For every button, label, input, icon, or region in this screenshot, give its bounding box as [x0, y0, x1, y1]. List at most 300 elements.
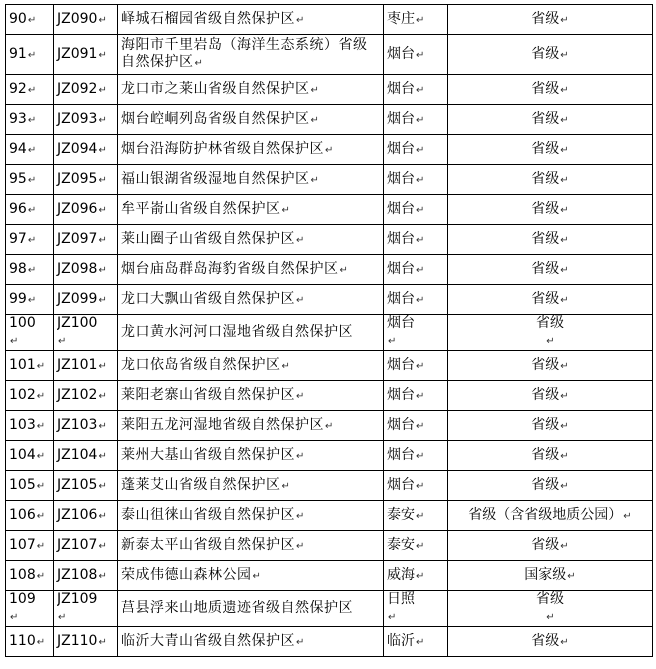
reserve-name-cell: [118, 441, 384, 471]
paragraph-mark-icon: ↵: [296, 294, 305, 306]
paragraph-mark-icon: ↵: [296, 450, 305, 462]
reserve-code: JZ097: [57, 230, 98, 247]
reserve-name: 烟台庙岛群岛海豹省级自然保护区: [121, 260, 339, 277]
reserve-code: JZ107: [57, 536, 98, 553]
reserve-level-cell: [448, 255, 653, 285]
reserve-city: 威海: [387, 566, 415, 583]
reserve-name: 烟台崆峒列岛省级自然保护区: [121, 110, 310, 127]
reserve-level-cell: [448, 5, 653, 35]
paragraph-mark-icon: ↵: [36, 480, 46, 492]
paragraph-mark-icon: ↵: [296, 14, 305, 26]
paragraph-mark-icon: ↵: [10, 612, 19, 623]
reserve-city-cell: [384, 627, 448, 657]
reserve-city-cell: [384, 105, 448, 135]
table-row: [6, 441, 653, 471]
reserve-code-cell: [54, 627, 118, 657]
row-number: 99: [9, 290, 27, 307]
reserve-level-cell: [448, 627, 653, 657]
row-number-cell: [6, 285, 54, 315]
reserve-level-cell: [448, 195, 653, 225]
table-row: [6, 135, 653, 165]
paragraph-mark-icon: ↵: [281, 204, 291, 216]
reserve-city: 临沂: [387, 632, 415, 649]
row-number: 94: [9, 140, 27, 157]
reserve-name-cell: [118, 411, 384, 441]
row-number: 101: [9, 356, 36, 373]
paragraph-mark-icon: ↵: [416, 174, 425, 186]
paragraph-mark-icon: ↵: [560, 294, 569, 306]
reserve-level: 省级: [531, 536, 560, 553]
row-number: 96: [9, 200, 27, 217]
reserve-name: 龙口大飘山省级自然保护区: [121, 290, 295, 307]
reserve-code-cell: [54, 75, 118, 105]
reserve-city: 烟台: [387, 386, 415, 403]
paragraph-mark-icon: ↵: [560, 14, 569, 26]
reserve-city: 烟台: [387, 110, 415, 127]
reserve-level-cell: [448, 381, 653, 411]
paragraph-mark-icon: ↵: [98, 510, 107, 522]
paragraph-mark-icon: ↵: [416, 114, 425, 126]
paragraph-mark-icon: ↵: [296, 510, 305, 522]
reserve-level: 省级: [531, 45, 560, 62]
reserve-level: 省级: [531, 80, 560, 97]
reserve-name-cell: [118, 531, 384, 561]
reserve-name: 新泰太平山省级自然保护区: [121, 536, 295, 553]
paragraph-mark-icon: ↵: [560, 450, 569, 462]
table-row: [6, 285, 653, 315]
paragraph-mark-icon: ↵: [416, 450, 425, 462]
paragraph-mark-icon: ↵: [560, 174, 569, 186]
row-number: 104: [9, 446, 36, 463]
row-number: 109: [9, 591, 36, 607]
reserve-city-cell: [384, 381, 448, 411]
reserve-level: 省级: [531, 356, 560, 373]
reserve-code-cell: [54, 561, 118, 591]
table-row: [6, 591, 653, 627]
paragraph-mark-icon: ↵: [296, 636, 305, 648]
paragraph-mark-icon: ↵: [58, 612, 67, 623]
table-row: [6, 411, 653, 441]
reserve-name-cell: [118, 351, 384, 381]
row-number: 91: [9, 45, 27, 62]
reserve-name: 龙口依岛省级自然保护区: [121, 356, 281, 373]
paragraph-mark-icon: ↵: [98, 390, 107, 402]
reserve-code-cell: [54, 285, 118, 315]
paragraph-mark-icon: ↵: [98, 144, 107, 156]
paragraph-mark-icon: ↵: [36, 540, 46, 552]
reserve-level: 省级: [536, 591, 564, 607]
reserve-code: JZ106: [57, 506, 98, 523]
reserve-level-cell: [448, 471, 653, 501]
paragraph-mark-icon: ↵: [546, 336, 555, 347]
reserve-level: 省级: [531, 10, 560, 27]
reserve-code-cell: [54, 255, 118, 285]
row-number: 103: [9, 416, 36, 433]
paragraph-mark-icon: ↵: [58, 336, 67, 347]
paragraph-mark-icon: ↵: [98, 49, 107, 61]
paragraph-mark-icon: ↵: [560, 204, 569, 216]
reserve-level: 省级: [531, 632, 560, 649]
paragraph-mark-icon: ↵: [416, 264, 425, 276]
paragraph-mark-icon: ↵: [416, 144, 425, 156]
row-number: 105: [9, 476, 36, 493]
paragraph-mark-icon: ↵: [98, 420, 107, 432]
reserve-city-cell: [384, 561, 448, 591]
reserve-code: JZ102: [57, 386, 98, 403]
paragraph-mark-icon: ↵: [281, 480, 291, 492]
reserve-city-cell: [384, 411, 448, 441]
reserve-city: 日照: [387, 591, 415, 607]
reserve-level-cell: [448, 315, 653, 351]
reserve-name-cell: [118, 255, 384, 285]
reserve-level: 省级: [531, 230, 560, 247]
table-row: [6, 471, 653, 501]
reserve-code: JZ099: [57, 290, 98, 307]
reserve-name: 峄城石榴园省级自然保护区: [121, 10, 295, 27]
reserve-code-cell: [54, 381, 118, 411]
reserve-name-cell: [118, 471, 384, 501]
row-number-cell: [6, 135, 54, 165]
paragraph-mark-icon: ↵: [27, 234, 37, 246]
reserve-level-cell: [448, 351, 653, 381]
paragraph-mark-icon: ↵: [27, 114, 37, 126]
reserve-city-cell: [384, 165, 448, 195]
reserve-name: 牟平嵛山省级自然保护区: [121, 200, 281, 217]
row-number-cell: [6, 411, 54, 441]
row-number: 97: [9, 230, 27, 247]
paragraph-mark-icon: ↵: [27, 174, 37, 186]
reserve-name: 莒县浮来山地质遗迹省级自然保护区: [121, 600, 353, 616]
reserve-name: 龙口市之莱山省级自然保护区: [121, 80, 310, 97]
table-row: [6, 315, 653, 351]
reserve-level: 省级: [531, 446, 560, 463]
reserve-code-cell: [54, 411, 118, 441]
reserve-code-cell: [54, 441, 118, 471]
paragraph-mark-icon: ↵: [416, 294, 425, 306]
paragraph-mark-icon: ↵: [388, 336, 397, 347]
paragraph-mark-icon: ↵: [560, 360, 569, 372]
reserve-name-cell: [118, 315, 384, 351]
reserve-name: 莱阳五龙河湿地省级自然保护区: [121, 416, 324, 433]
paragraph-mark-icon: ↵: [560, 420, 569, 432]
reserve-level: 省级（含省级地质公园）: [468, 506, 623, 523]
reserve-code-cell: [54, 471, 118, 501]
reserve-city-cell: [384, 285, 448, 315]
row-number-cell: [6, 315, 54, 351]
paragraph-mark-icon: ↵: [98, 294, 107, 306]
reserve-code: JZ109: [57, 591, 98, 607]
row-number: 110: [9, 632, 36, 649]
paragraph-mark-icon: ↵: [27, 84, 37, 96]
reserve-code: JZ104: [57, 446, 98, 463]
table-row: [6, 561, 653, 591]
reserve-city-cell: [384, 5, 448, 35]
reserve-level-cell: [448, 501, 653, 531]
reserve-name: 莱山圈子山省级自然保护区: [121, 230, 295, 247]
table-row: [6, 501, 653, 531]
paragraph-mark-icon: ↵: [10, 336, 19, 347]
reserve-code-cell: [54, 195, 118, 225]
paragraph-mark-icon: ↵: [567, 570, 576, 582]
row-number: 95: [9, 170, 27, 187]
table-row: [6, 351, 653, 381]
row-number-cell: [6, 35, 54, 75]
paragraph-mark-icon: ↵: [281, 360, 291, 372]
paragraph-mark-icon: ↵: [560, 480, 569, 492]
paragraph-mark-icon: ↵: [560, 84, 569, 96]
row-number-cell: [6, 591, 54, 627]
row-number: 100: [9, 315, 36, 331]
paragraph-mark-icon: ↵: [310, 114, 320, 126]
table-row: [6, 225, 653, 255]
row-number: 107: [9, 536, 36, 553]
row-number-cell: [6, 381, 54, 411]
reserve-code: JZ091: [57, 45, 98, 62]
reserve-code: JZ108: [57, 566, 98, 583]
reserve-city: 烟台: [387, 200, 415, 217]
reserve-code: JZ103: [57, 416, 98, 433]
reserve-name-cell: [118, 591, 384, 627]
paragraph-mark-icon: ↵: [560, 144, 569, 156]
paragraph-mark-icon: ↵: [325, 144, 334, 156]
reserve-city: 烟台: [387, 446, 415, 463]
reserve-level: 省级: [531, 260, 560, 277]
reserve-city: 泰安: [387, 506, 415, 523]
paragraph-mark-icon: ↵: [560, 114, 569, 126]
reserve-city-cell: [384, 255, 448, 285]
paragraph-mark-icon: ↵: [36, 570, 46, 582]
reserve-code: JZ110: [57, 632, 98, 649]
reserve-city-cell: [384, 35, 448, 75]
paragraph-mark-icon: ↵: [416, 49, 425, 61]
paragraph-mark-icon: ↵: [27, 204, 37, 216]
paragraph-mark-icon: ↵: [98, 14, 107, 26]
reserve-level-cell: [448, 225, 653, 255]
reserve-level: 省级: [531, 416, 560, 433]
paragraph-mark-icon: ↵: [98, 114, 107, 126]
reserve-code: JZ093: [57, 110, 98, 127]
reserve-name-cell: [118, 35, 384, 75]
reserve-city: 烟台: [387, 416, 415, 433]
paragraph-mark-icon: ↵: [416, 390, 425, 402]
reserve-name-cell: [118, 561, 384, 591]
reserve-city: 烟台: [387, 45, 415, 62]
paragraph-mark-icon: ↵: [27, 264, 37, 276]
paragraph-mark-icon: ↵: [27, 14, 37, 26]
paragraph-mark-icon: ↵: [36, 420, 46, 432]
paragraph-mark-icon: ↵: [98, 540, 107, 552]
reserve-code: JZ105: [57, 476, 98, 493]
paragraph-mark-icon: ↵: [416, 234, 425, 246]
reserve-name: 福山银湖省级湿地自然保护区: [121, 170, 310, 187]
reserve-city: 泰安: [387, 536, 415, 553]
reserve-code: JZ098: [57, 260, 98, 277]
paragraph-mark-icon: ↵: [560, 636, 569, 648]
reserve-name-cell: [118, 627, 384, 657]
paragraph-mark-icon: ↵: [194, 58, 204, 69]
reserve-city: 烟台: [387, 170, 415, 187]
reserve-code-cell: [54, 135, 118, 165]
paragraph-mark-icon: ↵: [388, 612, 397, 623]
table-row: [6, 531, 653, 561]
paragraph-mark-icon: ↵: [560, 264, 569, 276]
reserve-level: 国家级: [524, 566, 567, 583]
reserve-level: 省级: [531, 200, 560, 217]
reserve-level: 省级: [536, 315, 564, 331]
row-number-cell: [6, 351, 54, 381]
paragraph-mark-icon: ↵: [98, 204, 107, 216]
paragraph-mark-icon: ↵: [546, 612, 555, 623]
row-number: 98: [9, 260, 27, 277]
reserve-name-cell: [118, 5, 384, 35]
paragraph-mark-icon: ↵: [416, 570, 425, 582]
reserve-city-cell: [384, 441, 448, 471]
reserve-name-cell: [118, 225, 384, 255]
paragraph-mark-icon: ↵: [36, 510, 46, 522]
paragraph-mark-icon: ↵: [310, 84, 320, 96]
reserve-level: 省级: [531, 110, 560, 127]
reserve-city: 烟台: [387, 80, 415, 97]
reserve-code: JZ096: [57, 200, 98, 217]
reserve-name-cell: [118, 381, 384, 411]
reserve-name: 龙口黄水河河口湿地省级自然保护区: [121, 324, 353, 340]
reserve-level: 省级: [531, 170, 560, 187]
reserve-city: 烟台: [387, 476, 415, 493]
reserve-code-cell: [54, 5, 118, 35]
reserve-name: 莱阳老寨山省级自然保护区: [121, 386, 295, 403]
paragraph-mark-icon: ↵: [98, 480, 107, 492]
reserve-city-cell: [384, 195, 448, 225]
paragraph-mark-icon: ↵: [98, 570, 107, 582]
row-number: 93: [9, 110, 27, 127]
reserve-name: 莱州大基山省级自然保护区: [121, 446, 295, 463]
paragraph-mark-icon: ↵: [560, 49, 569, 61]
reserve-code-cell: [54, 35, 118, 75]
reserve-name: 蓬莱艾山省级自然保护区: [121, 476, 281, 493]
reserve-city: 烟台: [387, 290, 415, 307]
reserve-level-cell: [448, 75, 653, 105]
paragraph-mark-icon: ↵: [36, 450, 46, 462]
paragraph-mark-icon: ↵: [98, 234, 107, 246]
paragraph-mark-icon: ↵: [416, 360, 425, 372]
reserve-city-cell: [384, 315, 448, 351]
paragraph-mark-icon: ↵: [98, 636, 107, 648]
reserve-city-cell: [384, 531, 448, 561]
reserve-city-cell: [384, 135, 448, 165]
paragraph-mark-icon: ↵: [98, 84, 107, 96]
reserve-city-cell: [384, 591, 448, 627]
reserve-city: 烟台: [387, 230, 415, 247]
paragraph-mark-icon: ↵: [416, 510, 425, 522]
paragraph-mark-icon: ↵: [416, 84, 425, 96]
reserve-level-cell: [448, 135, 653, 165]
paragraph-mark-icon: ↵: [98, 264, 107, 276]
row-number: 102: [9, 386, 36, 403]
paragraph-mark-icon: ↵: [416, 420, 425, 432]
paragraph-mark-icon: ↵: [560, 234, 569, 246]
row-number-cell: [6, 531, 54, 561]
reserve-city-cell: [384, 75, 448, 105]
paragraph-mark-icon: ↵: [98, 360, 107, 372]
reserve-name-cell: [118, 105, 384, 135]
reserve-code: JZ092: [57, 80, 98, 97]
paragraph-mark-icon: ↵: [416, 540, 425, 552]
reserve-name-cell: [118, 195, 384, 225]
reserve-code-cell: [54, 315, 118, 351]
paragraph-mark-icon: ↵: [623, 510, 632, 522]
reserve-name: 烟台沿海防护林省级自然保护区: [121, 140, 324, 157]
paragraph-mark-icon: ↵: [296, 234, 305, 246]
reserve-code: JZ095: [57, 170, 98, 187]
paragraph-mark-icon: ↵: [296, 390, 305, 402]
reserve-city-cell: [384, 501, 448, 531]
row-number-cell: [6, 501, 54, 531]
reserve-code: JZ101: [57, 356, 98, 373]
reserve-name: 临沂大青山省级自然保护区: [121, 632, 295, 649]
reserve-level-cell: [448, 165, 653, 195]
table-row: [6, 5, 653, 35]
reserve-level-cell: [448, 561, 653, 591]
paragraph-mark-icon: ↵: [416, 14, 425, 26]
paragraph-mark-icon: ↵: [296, 540, 305, 552]
reserve-name-cell: [118, 501, 384, 531]
row-number-cell: [6, 105, 54, 135]
row-number-cell: [6, 195, 54, 225]
reserve-code: JZ090: [57, 10, 98, 27]
reserve-level-cell: [448, 591, 653, 627]
reserve-code-cell: [54, 501, 118, 531]
paragraph-mark-icon: ↵: [36, 390, 46, 402]
reserve-level: 省级: [531, 140, 560, 157]
row-number-cell: [6, 627, 54, 657]
row-number-cell: [6, 471, 54, 501]
row-number-cell: [6, 441, 54, 471]
reserve-name-cell: [118, 285, 384, 315]
reserve-table: [5, 4, 653, 657]
reserve-level-cell: [448, 531, 653, 561]
reserve-code-cell: [54, 165, 118, 195]
reserve-city: 烟台: [387, 356, 415, 373]
table-row: [6, 381, 653, 411]
reserve-table-body: [6, 5, 653, 657]
reserve-level-cell: [448, 285, 653, 315]
paragraph-mark-icon: ↵: [416, 204, 425, 216]
reserve-level-cell: [448, 441, 653, 471]
paragraph-mark-icon: ↵: [339, 264, 349, 276]
reserve-code-cell: [54, 105, 118, 135]
paragraph-mark-icon: ↵: [27, 294, 37, 306]
table-row: [6, 627, 653, 657]
reserve-level-cell: [448, 105, 653, 135]
row-number: 90: [9, 10, 27, 27]
paragraph-mark-icon: ↵: [36, 360, 46, 372]
reserve-city-cell: [384, 351, 448, 381]
reserve-city-cell: [384, 471, 448, 501]
reserve-code-cell: [54, 531, 118, 561]
reserve-city: 烟台: [387, 315, 415, 331]
table-row: [6, 165, 653, 195]
paragraph-mark-icon: ↵: [98, 450, 107, 462]
reserve-city: 枣庄: [387, 10, 415, 27]
table-row: [6, 105, 653, 135]
reserve-code: JZ100: [57, 315, 98, 331]
paragraph-mark-icon: ↵: [560, 540, 569, 552]
row-number-cell: [6, 165, 54, 195]
reserve-level-cell: [448, 35, 653, 75]
table-row: [6, 75, 653, 105]
paragraph-mark-icon: ↵: [98, 174, 107, 186]
reserve-code-cell: [54, 591, 118, 627]
